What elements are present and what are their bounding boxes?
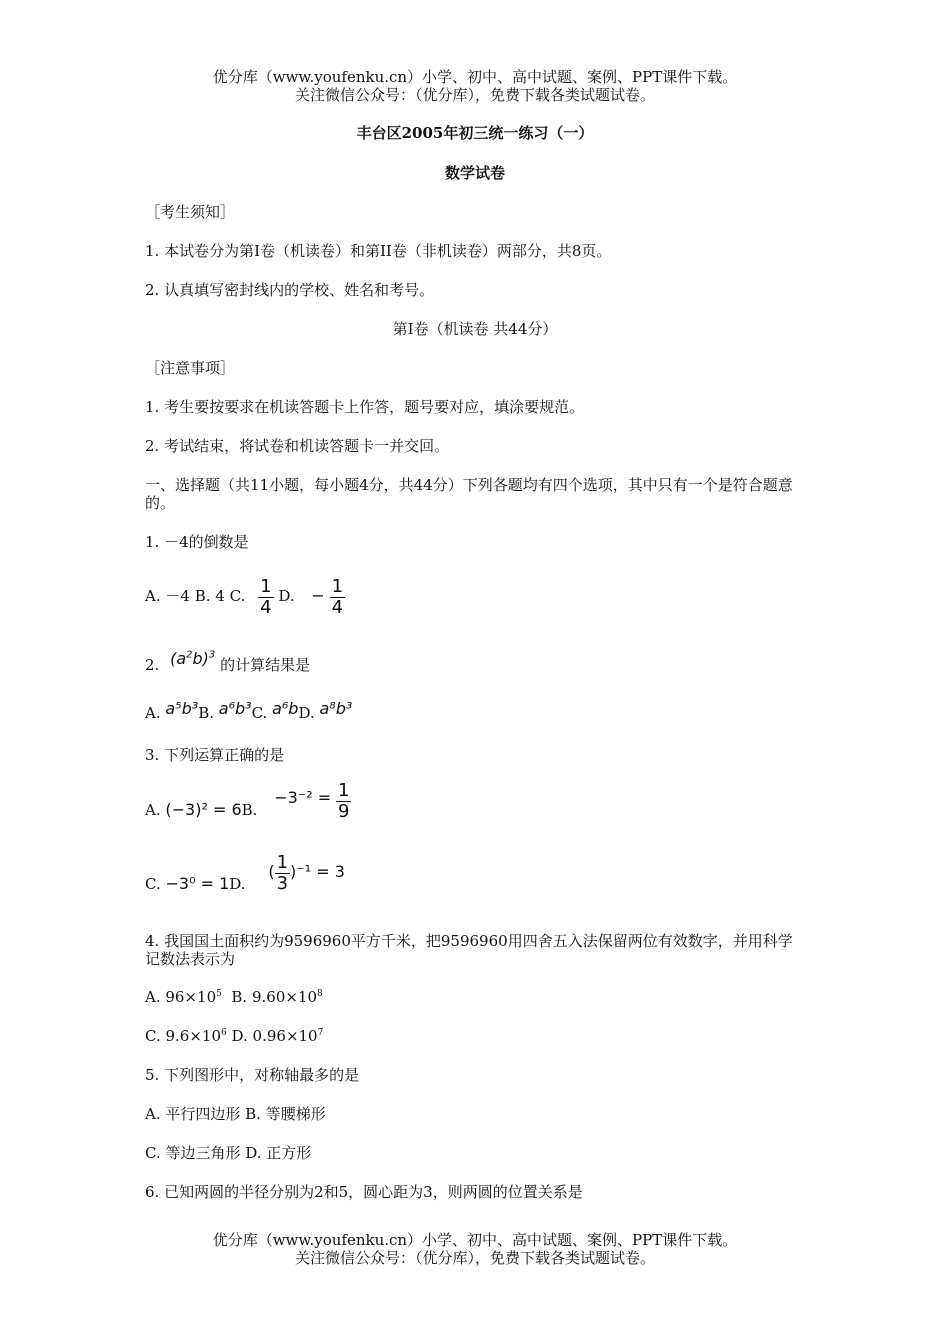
q1-option-d: D. <box>278 587 295 605</box>
q2-stem-tail: 的计算结果是 <box>220 656 311 674</box>
q1-d-denominator: 4 <box>331 596 344 618</box>
q1-stem: 1. －4的倒数是 <box>145 533 249 551</box>
q2-option-c: C. <box>251 704 268 722</box>
part1-title: 第I卷（机读卷 共44分） <box>392 320 558 338</box>
header-line-1: 优分库（www.youfenku.cn）小学、初中、高中试题、案例、PPT课件下载。 <box>212 68 738 86</box>
q3-options-ab <box>145 779 351 834</box>
q4-option-b-exp: 8 <box>317 989 323 999</box>
q2-option-a: A. <box>145 704 161 722</box>
notice-heading: ［考生须知］ <box>145 203 236 221</box>
q4-option-b: B. 9.60×10 <box>231 988 318 1006</box>
q2-option-d: D. <box>298 704 315 722</box>
q2-option-c-expr: a⁶b <box>272 699 299 718</box>
q6-stem: 6. 已知两圆的半径分别为2和5，圆心距为3，则两圆的位置关系是 <box>145 1183 583 1201</box>
q1-option-d-fraction <box>330 577 345 618</box>
q3-option-d-close: )⁻¹ = 3 <box>290 862 345 881</box>
q3-b-numerator: 1 <box>337 779 350 801</box>
q2-stem <box>145 649 311 678</box>
q5-options-ab: A. 平行四边形 B. 等腰梯形 <box>145 1105 326 1123</box>
q2-expression <box>170 649 215 668</box>
q4-options-ab <box>145 988 323 1006</box>
q3-option-b-lhs: −3⁻² = <box>274 788 332 807</box>
q3-d-denominator: 3 <box>276 872 289 894</box>
q3-option-b-fraction <box>336 781 351 822</box>
q2-options <box>145 700 352 726</box>
q3-d-numerator: 1 <box>276 851 289 873</box>
q2-option-b-expr: a⁶b³ <box>218 699 252 718</box>
section1-intro: 一、选择题（共11小题，每小题4分，共44分）下列各题均有四个选项，其中只有一个是符合题意的。 <box>145 476 793 512</box>
q2-expr-exp2: 3 <box>208 649 216 661</box>
footer-line-1: 优分库（www.youfenku.cn）小学、初中、高中试题、案例、PPT课件下载。 <box>212 1231 738 1249</box>
q3-option-c-expr: −3⁰ = 1 <box>165 874 230 893</box>
q4-option-a: A. 96×10 <box>145 988 217 1006</box>
q2-expr-mid: b) <box>192 649 209 668</box>
q5-options-cd: C. 等边三角形 D. 正方形 <box>145 1144 312 1162</box>
q1-option-b: B. 4 <box>194 587 225 605</box>
attention-item-2: 2. 考试结束，将试卷和机读答题卡一并交回。 <box>145 437 450 455</box>
q1-option-c: C. <box>229 587 246 605</box>
q3-option-a: A. <box>145 801 161 819</box>
attention-item-1: 1. 考生要按要求在机读答题卡上作答，题号要对应，填涂要规范。 <box>145 398 585 416</box>
header-line-2: 关注微信公众号：（优分库），免费下载各类试题试卷。 <box>294 86 655 104</box>
q3-options-cd <box>145 851 345 908</box>
q3-option-d-fraction <box>275 853 290 894</box>
q2-option-b: B. <box>198 704 214 722</box>
q1-option-c-fraction <box>258 577 273 618</box>
q1-option-a: A. －4 <box>145 587 190 605</box>
q3-stem: 3. 下列运算正确的是 <box>145 746 285 764</box>
q2-option-a-expr: a⁵b³ <box>165 699 199 718</box>
attention-heading: ［注意事项］ <box>145 359 236 377</box>
q3-option-c: C. <box>145 875 161 893</box>
q4-option-d-exp: 7 <box>317 1028 324 1038</box>
q1-c-numerator: 1 <box>260 575 272 597</box>
notice-item-1: 1. 本试卷分为第I卷（机读卷）和第II卷（非机读卷）两部分，共8页。 <box>145 242 612 260</box>
q4-stem: 4. 我国国土面积约为9596960平方千米，把9596960用四舍五入法保留两位有效数字，并用科学记数法表示为 <box>145 932 793 968</box>
footer-line-2: 关注微信公众号：（优分库），免费下载各类试题试卷。 <box>294 1249 655 1267</box>
q3-b-denominator: 9 <box>337 800 350 822</box>
exam-subtitle: 数学试卷 <box>444 164 505 182</box>
q2-expr-exp1: 2 <box>186 649 193 661</box>
exam-title: 丰台区2005年初三统一练习（一） <box>356 124 594 142</box>
q1-c-denominator: 4 <box>260 596 272 618</box>
q3-option-b: B. <box>241 801 258 819</box>
q3-option-a-expr: (−3)² = 6 <box>165 800 242 819</box>
q3-option-d-open: ( <box>268 862 275 881</box>
q4-options-cd <box>145 1027 323 1045</box>
q4-option-d: D. 0.96×10 <box>231 1027 318 1045</box>
q1-d-sign: − <box>311 586 325 605</box>
q5-stem: 5. 下列图形中，对称轴最多的是 <box>145 1066 360 1084</box>
q4-option-c-exp: 6 <box>221 1028 227 1038</box>
q4-option-c: C. 9.6×10 <box>145 1027 221 1045</box>
q4-option-a-exp: 5 <box>216 989 222 999</box>
q3-option-d: D. <box>229 875 246 893</box>
q2-number: 2. <box>145 656 160 674</box>
q2-option-d-expr: a⁸b³ <box>319 699 353 718</box>
q1-options <box>145 572 345 620</box>
q2-expr-base: (a <box>170 649 187 668</box>
notice-item-2: 2. 认真填写密封线内的学校、姓名和考号。 <box>145 281 435 299</box>
q1-d-numerator: 1 <box>331 575 344 597</box>
